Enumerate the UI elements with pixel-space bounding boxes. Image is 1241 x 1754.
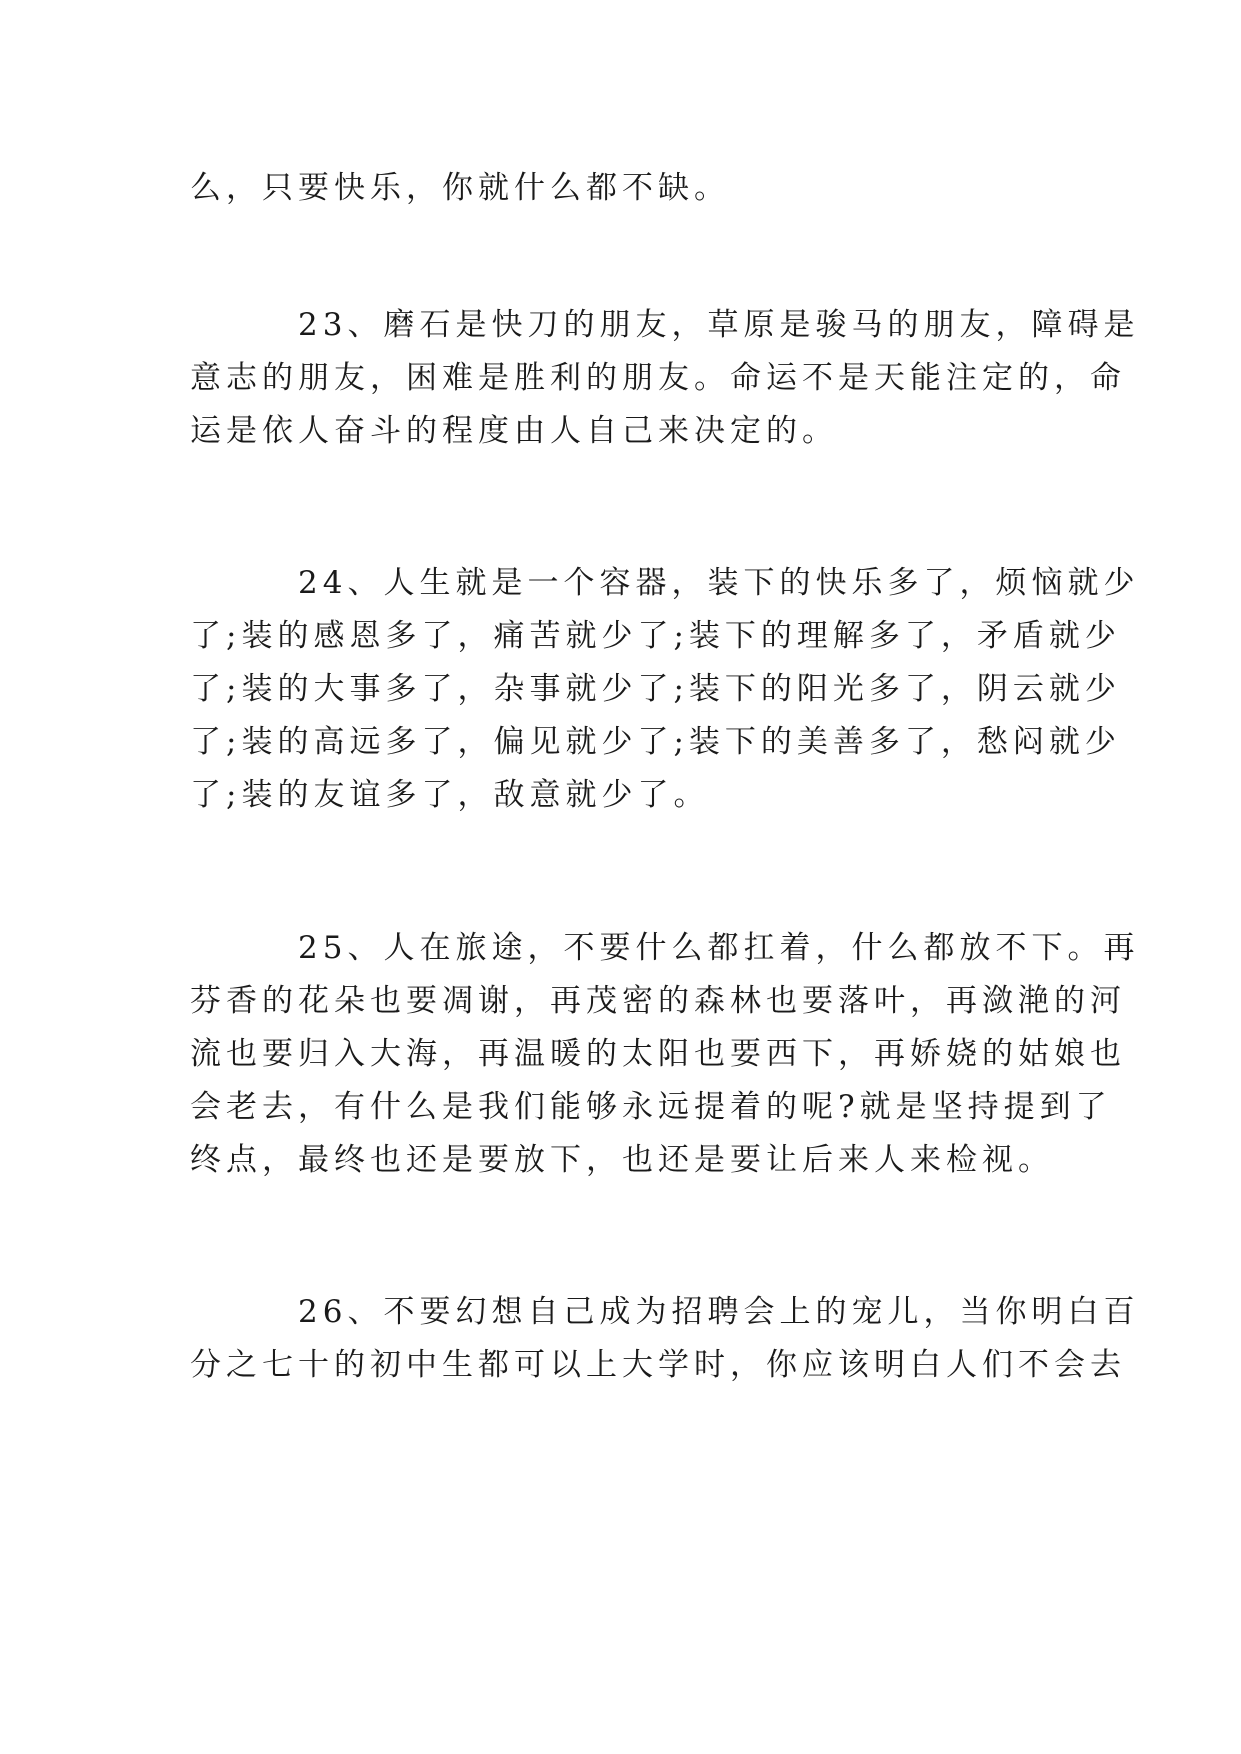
- paragraph-23-line-2: 意志的朋友，困难是胜利的朋友。命运不是天能注定的，命: [190, 360, 1126, 396]
- paragraph-24-line-4: 了;装的高远多了，偏见就少了;装下的美善多了，愁闷就少: [190, 724, 1121, 760]
- paragraph-26-line-2: 分之七十的初中生都可以上大学时，你应该明白人们不会去: [190, 1347, 1126, 1383]
- paragraph-23-line-3: 运是依人奋斗的程度由人自己来决定的。: [190, 413, 838, 449]
- paragraph-25-line-2: 芬香的花朵也要凋谢，再茂密的森林也要落叶，再潋滟的河: [190, 983, 1126, 1019]
- paragraph-24-line-1: 24、人生就是一个容器，装下的快乐多了，烦恼就少: [298, 565, 1140, 601]
- paragraph-26-line-1: 26、不要幻想自己成为招聘会上的宠儿，当你明白百: [298, 1294, 1140, 1330]
- paragraph-24-line-3: 了;装的大事多了，杂事就少了;装下的阳光多了，阴云就少: [190, 671, 1121, 707]
- paragraph-25-line-5: 终点，最终也还是要放下，也还是要让后来人来检视。: [190, 1142, 1054, 1178]
- paragraph-24-line-2: 了;装的感恩多了，痛苦就少了;装下的理解多了，矛盾就少: [190, 618, 1121, 654]
- paragraph-22-line-end: 么，只要快乐，你就什么都不缺。: [190, 170, 730, 206]
- paragraph-25-line-3: 流也要归入大海，再温暖的太阳也要西下，再娇娆的姑娘也: [190, 1036, 1126, 1072]
- paragraph-23-line-1: 23、磨石是快刀的朋友，草原是骏马的朋友，障碍是: [298, 307, 1140, 343]
- paragraph-24-line-5: 了;装的友谊多了，敌意就少了。: [190, 777, 710, 813]
- paragraph-25-line-4: 会老去，有什么是我们能够永远提着的呢?就是坚持提到了: [190, 1089, 1112, 1125]
- paragraph-25-line-1: 25、人在旅途，不要什么都扛着，什么都放不下。再: [298, 930, 1140, 966]
